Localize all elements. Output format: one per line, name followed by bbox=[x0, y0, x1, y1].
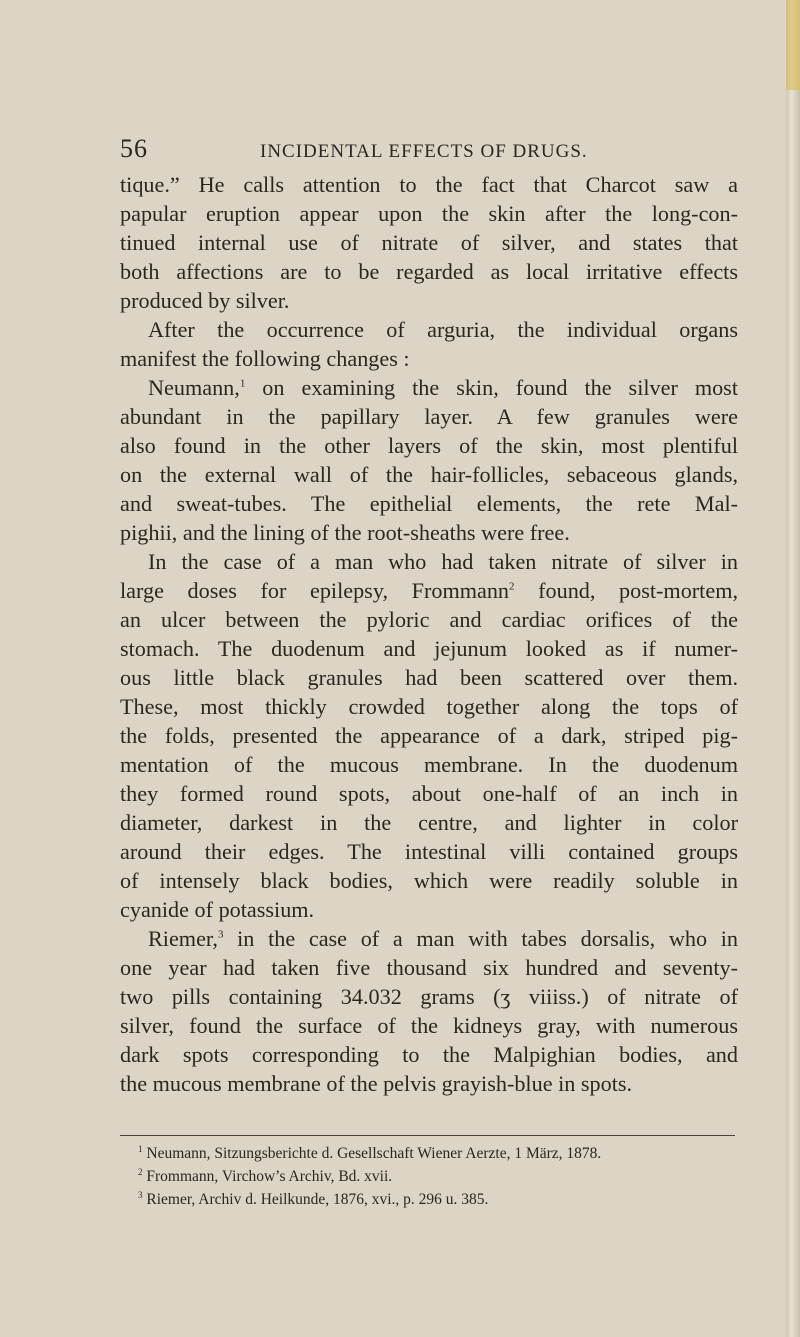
text-segment: in the case of a man with tabes dorsalis, who in bbox=[223, 926, 738, 951]
text-line: cyanide of potassium. bbox=[120, 897, 315, 922]
page-number: 56 bbox=[120, 134, 148, 163]
text-line: In the case of a man who had taken nitrate of silver in bbox=[148, 549, 738, 574]
text-line: one year had taken five thousand six hundred and seventy- bbox=[120, 955, 738, 980]
text-segment: two pills containing 34.032 grams ( bbox=[120, 984, 501, 1009]
drachm-symbol: ʒ bbox=[500, 984, 511, 1009]
text-line: tique.” He calls attention to the fact that Charcot saw a bbox=[120, 172, 738, 197]
footnote-text: Neumann, Sitzungsberichte d. Gesellschaft Wiener Aerzte, 1 März, 1878. bbox=[146, 1145, 602, 1162]
text-line: around their edges. The intestinal villi contained groups bbox=[120, 839, 738, 864]
text-segment: viiiss.) of nitrate of bbox=[510, 984, 738, 1009]
text-line: stomach. The duodenum and jejunum looked as if numer- bbox=[120, 636, 738, 661]
text-line: the mucous membrane of the pelvis grayish-blue in spots. bbox=[120, 1071, 633, 1096]
text-line: tinued internal use of nitrate of silver, and states that bbox=[120, 230, 738, 255]
text-line: produced by silver. bbox=[120, 288, 290, 313]
footnotes bbox=[138, 1142, 738, 1211]
footnote-marker: 1 bbox=[138, 1143, 143, 1154]
text-line: ous little black granules had been scattered over them. bbox=[120, 665, 738, 690]
text-line: an ulcer between the pyloric and cardiac orifices of the bbox=[120, 607, 738, 632]
text-segment: found, post-mortem, bbox=[514, 578, 738, 603]
text-line: papular eruption appear upon the skin after the long-con- bbox=[120, 201, 738, 226]
footnote-text: Riemer, Archiv d. Heilkunde, 1876, xvi., p. 296 u. 385. bbox=[146, 1191, 489, 1208]
body-text bbox=[120, 170, 738, 1098]
text-line: the folds, presented the appearance of a dark, striped pig- bbox=[120, 723, 738, 748]
footnote-marker: 2 bbox=[138, 1166, 143, 1177]
text-line: dark spots corresponding to the Malpighian bodies, and bbox=[120, 1042, 738, 1067]
footnote-divider bbox=[120, 1135, 735, 1136]
text-line: and sweat-tubes. The epithelial elements, the rete Mal- bbox=[120, 491, 738, 516]
running-head: INCIDENTAL EFFECTS OF DRUGS. bbox=[260, 141, 588, 162]
text-line bbox=[120, 373, 738, 402]
text-segment: large doses for epilepsy, Frommann bbox=[120, 578, 510, 603]
text-line: mentation of the mucous membrane. In the duodenum bbox=[120, 752, 738, 777]
page-header bbox=[120, 130, 680, 164]
footnote-ref: 3 bbox=[217, 928, 224, 941]
text-segment: on examining the skin, found the silver most bbox=[245, 375, 738, 400]
text-segment: Riemer, bbox=[148, 926, 218, 951]
text-line: both affections are to be regarded as local irritative effects bbox=[120, 259, 738, 284]
text-line: pighii, and the lining of the root-sheaths were free. bbox=[120, 520, 570, 545]
footnote-marker: 3 bbox=[138, 1189, 143, 1200]
text-line: also found in the other layers of the skin, most plentiful bbox=[120, 433, 738, 458]
text-line: These, most thickly crowded together along the tops of bbox=[120, 694, 738, 719]
footnote-text: Frommann, Virchow’s Archiv, Bd. xvii. bbox=[146, 1168, 393, 1185]
page-edge-highlight bbox=[786, 0, 800, 90]
footnote bbox=[138, 1188, 738, 1211]
text-line: silver, found the surface of the kidneys gray, with numerous bbox=[120, 1013, 738, 1038]
text-line: After the occurrence of arguria, the individual organs bbox=[148, 317, 738, 342]
footnote bbox=[138, 1165, 738, 1188]
text-line: of intensely black bodies, which were readily soluble in bbox=[120, 868, 738, 893]
text-line bbox=[120, 982, 738, 1011]
footnote-ref: 1 bbox=[239, 377, 246, 390]
text-line: diameter, darkest in the centre, and lighter in color bbox=[120, 810, 738, 835]
text-line: on the external wall of the hair-follicles, sebaceous glands, bbox=[120, 462, 738, 487]
footnote bbox=[138, 1142, 738, 1165]
page-edge bbox=[786, 0, 800, 1337]
text-line bbox=[120, 576, 738, 605]
text-line: they formed round spots, about one-half of an inch in bbox=[120, 781, 738, 806]
text-line: abundant in the papillary layer. A few granules were bbox=[120, 404, 738, 429]
text-line bbox=[120, 924, 738, 953]
text-segment: Neumann, bbox=[148, 375, 240, 400]
footnote-ref: 2 bbox=[509, 580, 515, 593]
text-line: manifest the following changes : bbox=[120, 346, 410, 371]
